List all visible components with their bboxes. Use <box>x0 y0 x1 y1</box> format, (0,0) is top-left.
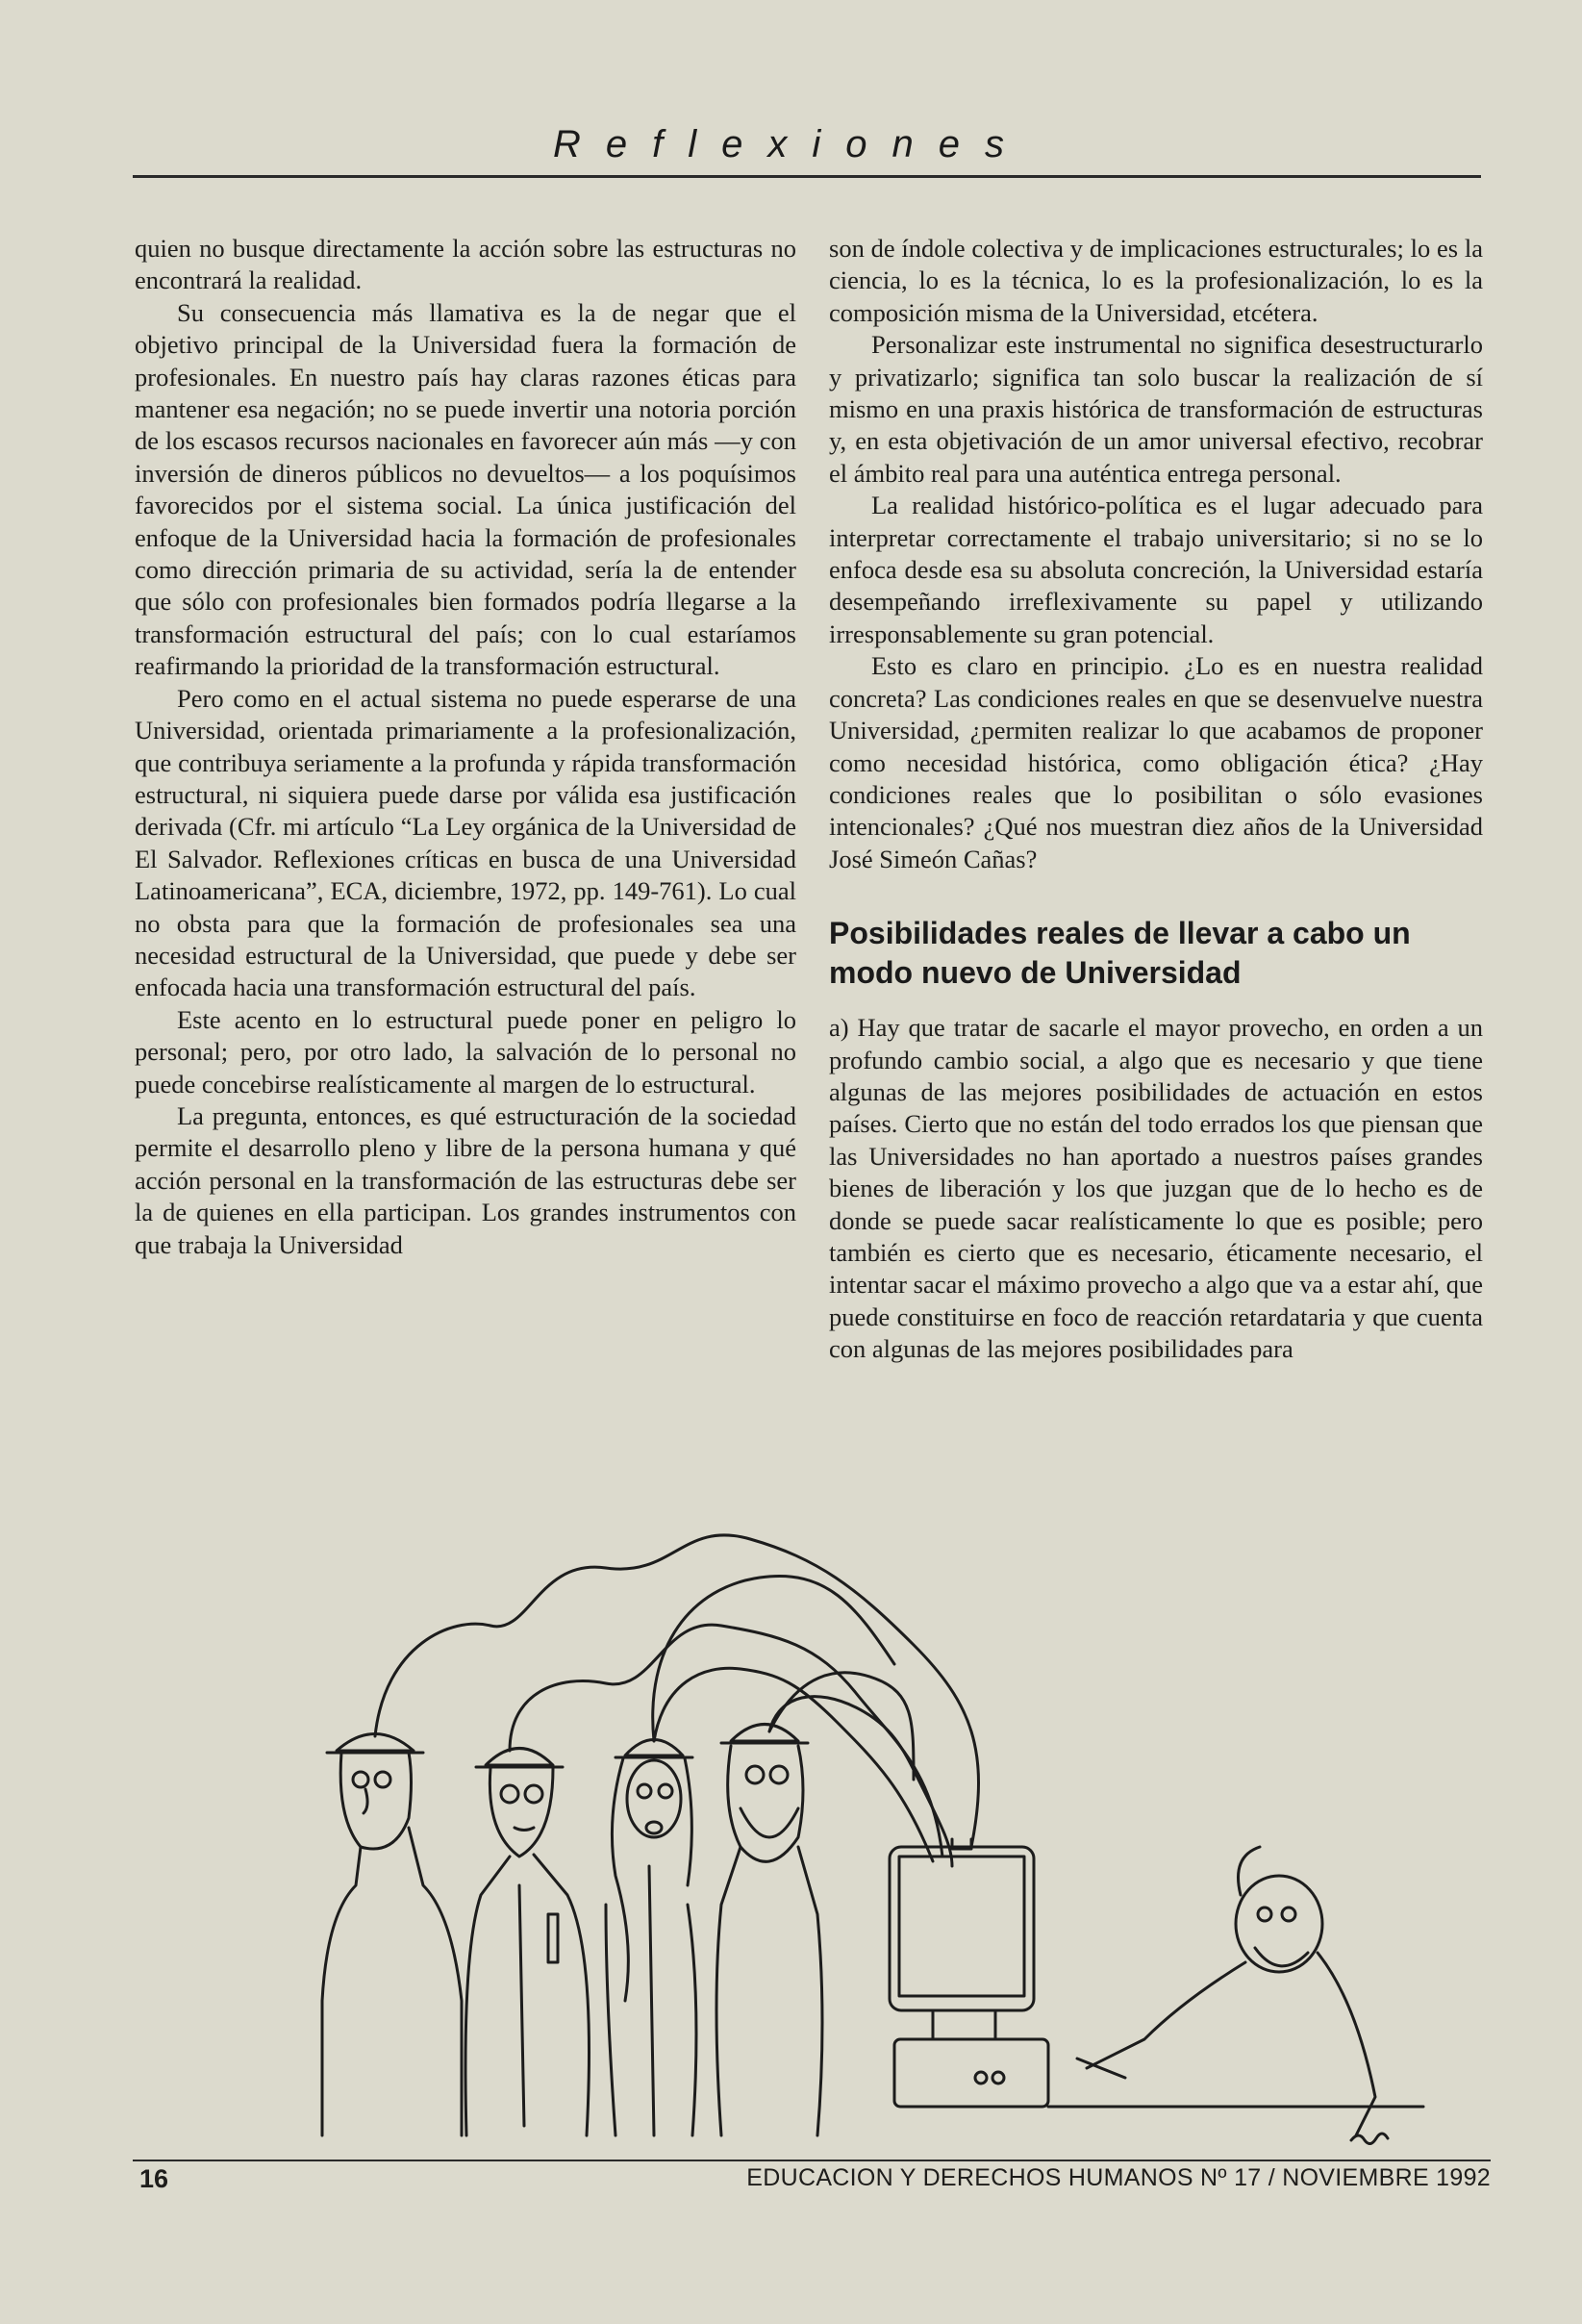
running-header: Reflexiones <box>552 123 1029 165</box>
right-column <box>829 233 1483 1366</box>
footer-rule <box>133 2160 1491 2161</box>
left-column <box>135 233 796 1261</box>
paragraph: La pregunta, entonces, es qué estructuración de la sociedad permite el desarrollo pleno y libre de la persona humana y qué acción personal en la transformación de las estructuras debe ser la de quienes en ella participan. Los grandes instrumentos con que trabaja la Universidad <box>135 1100 796 1259</box>
paragraph: son de índole colectiva y de implicaciones estructurales; lo es la ciencia, lo es la técnica, lo es la profesionalización, lo es la composición misma de la Universidad, etcétera. <box>829 234 1483 327</box>
paragraph: Pero como en el actual sistema no puede esperarse de una Universidad, orientada primariamente a la profesionalización, que contribuya seriamente a la profunda y rápida transformación estructural, ni siquiera puede darse por válida esa justificación derivada (Cfr. mi artículo “La Ley orgánica de la Universidad de El Salvador. Reflexiones críticas en busca de una Universidad Latinoamericana”, ECA, diciembre, 1972, pp. 149-761). Lo cual no obsta para que la formación de profesionales sea una necesidad estructural de la Universidad, que puede y debe ser enfocada hacia una transformación estructural del país. <box>135 683 796 1002</box>
paragraph: Personalizar este instrumental no significa desestructurarlo y privatizarlo; significa tan solo buscar la realización de sí mismo en una praxis histórica de transformación de estructuras y, en esta objetivación de un amor universal efectivo, recobrar el ámbito real para una auténtica entrega personal. <box>829 330 1483 488</box>
paragraph: a) Hay que tratar de sacarle el mayor provecho, en orden a un profundo cambio social, a algo que es necesario y que tiene algunas de las mejores posibilidades de actuación en estos países. Cierto que no están del todo errados los que piensan que las Universidades no han aportado a nuestros países grandes bienes de liberación y los que juzgan que de lo hecho es de donde se puede sacar realísticamente lo que es posible; pero también es cierto que es necesario, éticamente necesario, el intentar sacar el máximo provecho a algo que va a estar ahí, que puede constituirse en foco de reacción retardataria y que cuenta con algunas de las mejores posibilidades para <box>829 1013 1483 1364</box>
journal-info: EDUCACION Y DERECHOS HUMANOS Nº 17 / NOVIEMBRE 1992 <box>746 2164 1491 2191</box>
section-heading: Posibilidades reales de llevar a cabo un modo nuevo de Universidad <box>829 916 1411 991</box>
header-rule <box>133 175 1481 178</box>
paragraph: Este acento en lo estructural puede poner en peligro lo personal; pero, por otro lado, la salvación de lo personal no puede concebirse realísticamente al margen de lo estructural. <box>135 1004 796 1099</box>
paragraph: Esto es claro en principio. ¿Lo es en nuestra realidad concreta? Las condiciones reales en que se desenvuelve nuestra Universidad, ¿permiten realizar lo que acabamos de proponer como necesidad histórica, como obligación ética? ¿Hay condiciones reales que lo posibilitan o sólo evasiones intencionales? ¿Qué nos muestran diez años de la Universidad José Simeón Cañas? <box>829 651 1483 873</box>
paragraph: La realidad histórico-política es el lugar adecuado para interpretar correctamente el trabajo universitario; si no se lo enfoca desde esa su absoluta concreción, la Universidad estaría desempeñando irreflexivamente su papel y utilizando irresponsablemente su gran potencial. <box>829 491 1483 648</box>
cartoon-illustration <box>317 1501 1433 2145</box>
paragraph: quien no busque directamente la acción sobre las estructuras no encontrará la realidad. <box>135 234 796 295</box>
paragraph: Su consecuencia más llamativa es la de negar que el objetivo principal de la Universidad fuera la formación de profesionales. En nuestro país hay claras razones éticas para mantener esa negación; no se puede invertir una notoria porción de los escasos recursos nacionales en favorecer aún más —y con inversión de dineros públicos no devueltos— a los poquísimos favorecidos por el sistema social. La única justificación del enfoque de la Universidad hacia la formación de profesionales como dirección primaria de su actividad, sería la de entender que sólo con profesionales bien formados podría llegarse a la transformación estructural del país; con lo cual estaríamos reafirmando la prioridad de la transformación estructural. <box>135 297 796 681</box>
page-number: 16 <box>139 2164 169 2193</box>
